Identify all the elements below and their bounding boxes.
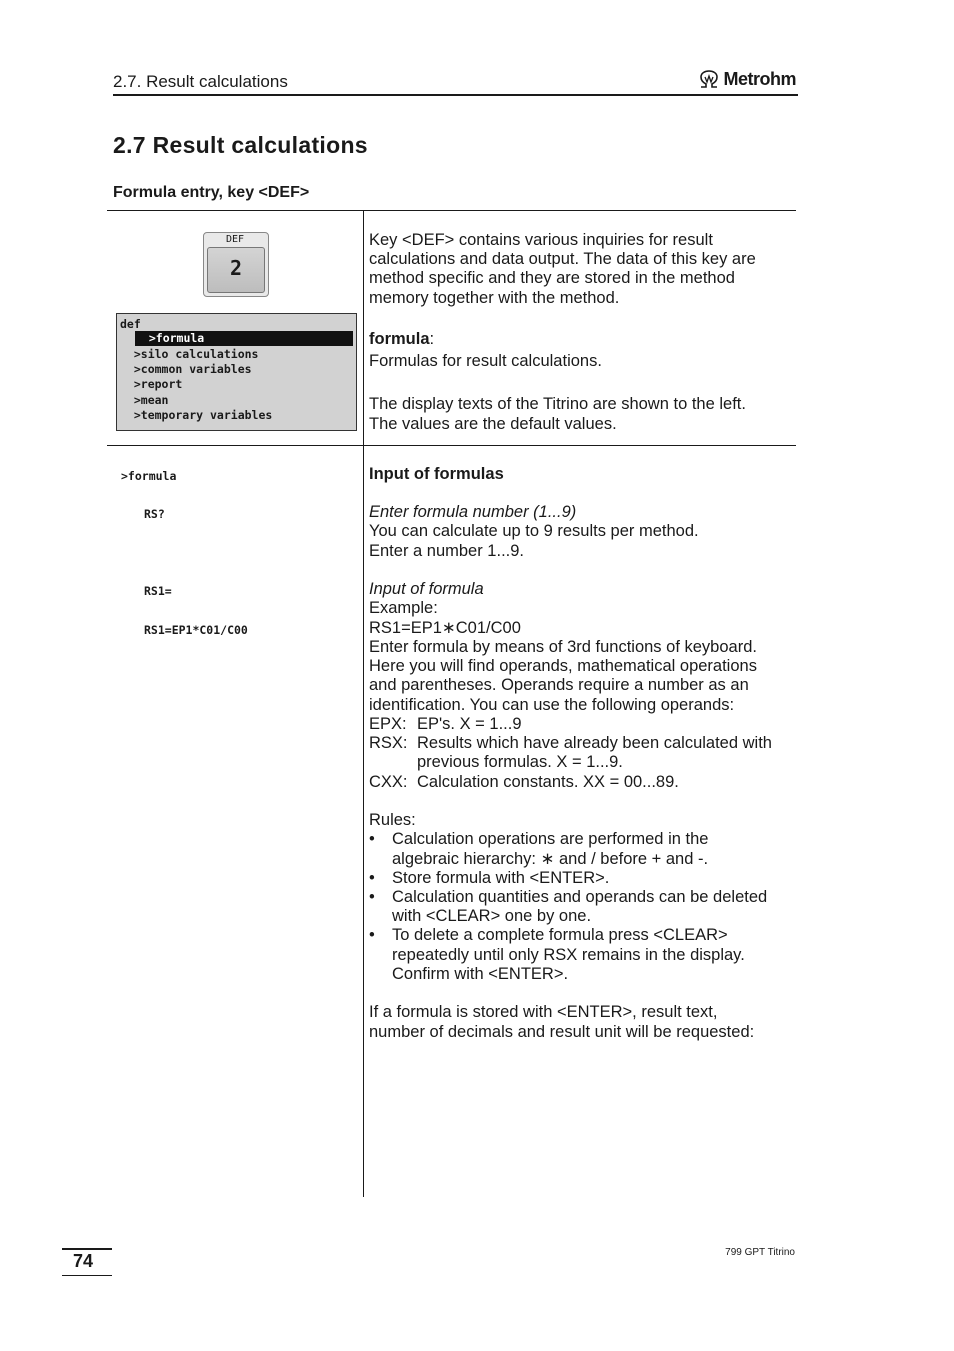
running-header xyxy=(113,70,798,96)
example-line: Example: xyxy=(369,599,438,617)
rule-line: with <CLEAR> one by one. xyxy=(392,907,592,925)
example-line: RS1=EP1∗C01/C00 xyxy=(369,619,521,637)
formula-description: Formulas for result calculations. xyxy=(369,352,602,370)
rule-line: Confirm with <ENTER>. xyxy=(392,965,569,983)
table-top-rule xyxy=(107,210,796,211)
operand-desc: previous formulas. X = 1...9. xyxy=(417,753,623,771)
brand-logo xyxy=(698,67,797,91)
table-middle-rule xyxy=(107,445,796,446)
key-top-label: DEF xyxy=(225,234,245,245)
operand-desc: EP's. X = 1...9 xyxy=(417,715,522,733)
intro-line: Key <DEF> contains various inquiries for result xyxy=(369,231,713,249)
section-title: 2.7 Result calculations xyxy=(113,132,368,158)
formula-label: formula xyxy=(369,330,430,348)
intro-note-line: The display texts of the Titrino are shown to the left. xyxy=(369,395,746,413)
rule-line: To delete a complete formula press <CLEAR> xyxy=(392,926,728,944)
rules-label: Rules: xyxy=(369,811,416,829)
rule-line: Calculation quantities and operands can be deleted xyxy=(392,888,768,906)
display-line: >silo calculations xyxy=(120,347,259,361)
input-formula-label: Input of formula xyxy=(369,580,484,598)
display-line: >mean xyxy=(120,393,169,407)
example-line: Here you will find operands, mathematical operations xyxy=(369,657,757,675)
rule-line: repeatedly until only RSX remains in the display. xyxy=(392,946,745,964)
display-line: >temporary variables xyxy=(120,408,273,422)
column-divider xyxy=(363,210,364,1197)
example-line: Enter formula by means of 3rd functions of keyboard. xyxy=(369,638,757,656)
display-line-selected xyxy=(135,331,353,346)
operand-desc: Calculation constants. XX = 00...89. xyxy=(417,773,679,791)
enter-number-line: Enter a number 1...9. xyxy=(369,542,525,560)
footer-product: 799 GPT Titrino xyxy=(725,1247,795,1258)
formula-label-line xyxy=(369,330,434,349)
display-line-text: >formula xyxy=(135,331,205,345)
bullet-icon: • xyxy=(369,830,375,848)
intro-line: calculations and data output. The data of this key are xyxy=(369,250,756,268)
bullet-icon: • xyxy=(369,926,375,944)
key-face xyxy=(207,247,265,293)
operand-name: CXX: xyxy=(369,773,408,791)
display-text-rs1-example: RS1=EP1*C01/C00 xyxy=(144,623,248,637)
omega-logo-icon xyxy=(698,69,720,89)
intro-note-line: The values are the default values. xyxy=(369,415,617,433)
titrino-display xyxy=(116,313,357,431)
def-key-image xyxy=(203,232,269,297)
operand-desc: Results which have already been calculated with xyxy=(417,734,772,752)
display-text-formula: >formula xyxy=(121,469,177,483)
operand-name: RSX: xyxy=(369,734,408,752)
rule-line: Calculation operations are performed in the xyxy=(392,830,709,848)
bullet-icon: • xyxy=(369,869,375,887)
display-line: >report xyxy=(120,377,183,391)
input-heading: Input of formulas xyxy=(369,465,504,483)
example-line: and parentheses. Operands require a number as an xyxy=(369,676,749,694)
display-text-rs-prompt: RS? xyxy=(144,507,165,521)
closing-line: number of decimals and result unit will be requested: xyxy=(369,1023,755,1041)
brand-name: Metrohm xyxy=(723,68,796,89)
operand-name: EPX: xyxy=(369,715,407,733)
enter-number-label: Enter formula number (1...9) xyxy=(369,503,577,521)
rule-line: algebraic hierarchy: ∗ and / before + and -. xyxy=(392,850,709,868)
example-line: identification. You can use the following operands: xyxy=(369,696,735,714)
intro-line: method specific and they are stored in the method xyxy=(369,269,735,287)
footer-rule xyxy=(62,1248,112,1250)
running-title: 2.7. Result calculations xyxy=(113,72,288,91)
key-number: 2 xyxy=(229,256,243,280)
page-number-underline xyxy=(62,1275,112,1276)
display-line: def xyxy=(120,317,141,331)
rule-line: Store formula with <ENTER>. xyxy=(392,869,610,887)
display-line: >common variables xyxy=(120,362,252,376)
intro-line: memory together with the method. xyxy=(369,289,620,307)
subsection-title: Formula entry, key <DEF> xyxy=(113,184,310,201)
closing-line: If a formula is stored with <ENTER>, result text, xyxy=(369,1003,718,1021)
display-text-rs1: RS1= xyxy=(144,584,172,598)
page-number: 74 xyxy=(73,1251,94,1271)
bullet-icon: • xyxy=(369,888,375,906)
enter-number-line: You can calculate up to 9 results per method. xyxy=(369,522,699,540)
formula-colon: : xyxy=(429,330,435,348)
